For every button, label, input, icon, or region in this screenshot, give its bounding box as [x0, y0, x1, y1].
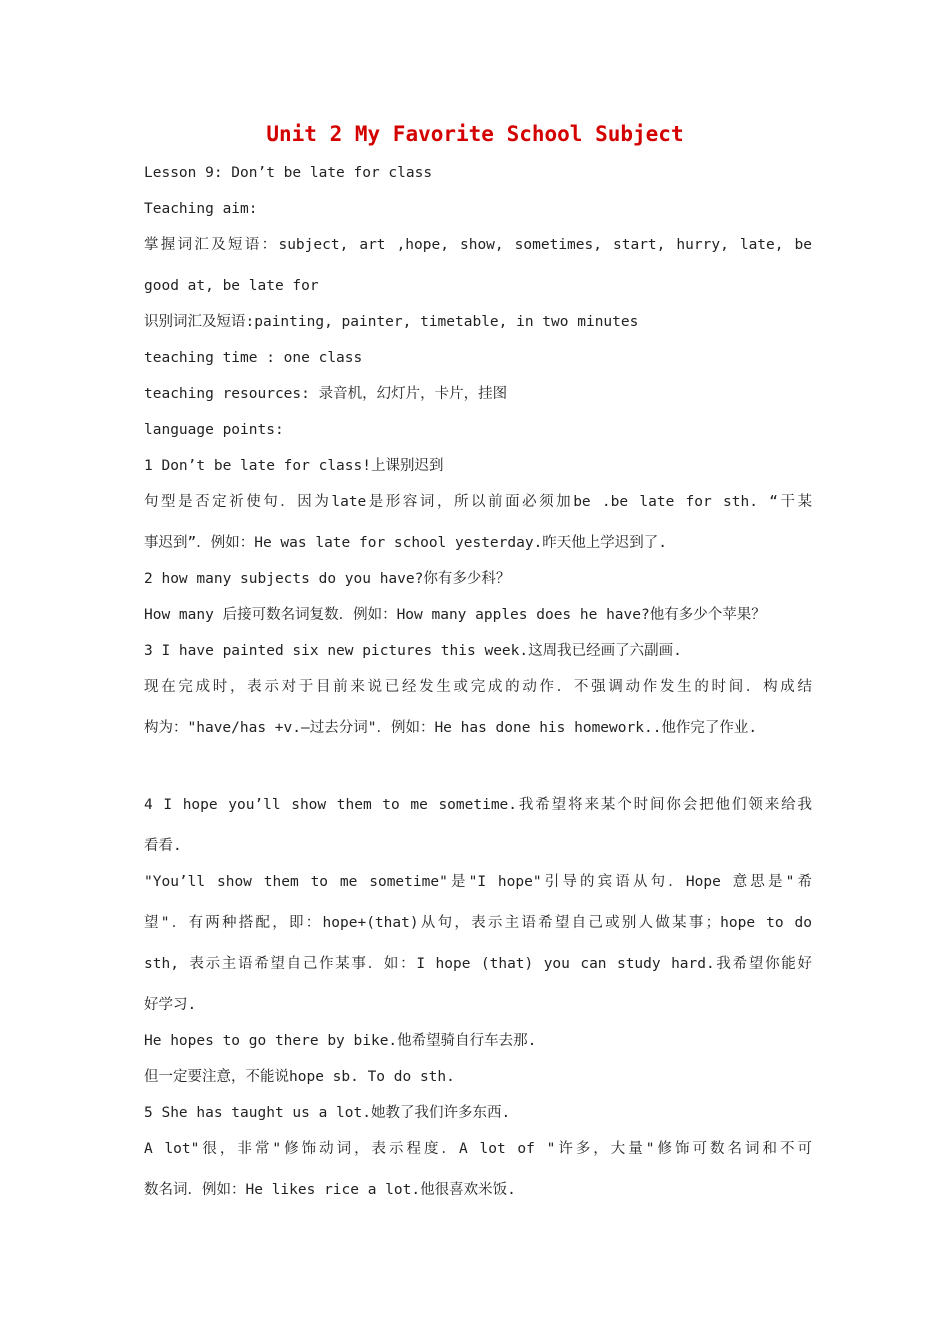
point-5-heading: 5 She has taught us a lot.她教了我们许多东西. [144, 1105, 511, 1121]
point-4-explain-1: "You’ll show them to me sometime"是"I hope"引导的宾语从句．Hope 意思是"希 [144, 874, 812, 890]
point-4-explain-2: 望"．有两种搭配，即：hope+(that)从句，表示主语希望自己或别人做某事；hope to do [144, 915, 812, 931]
point-1-heading: 1 Don’t be late for class!上课别迟到 [144, 458, 444, 474]
point-2-explain: How many 后接可数名词复数．例如：How many apples does he have?他有多少个苹果？ [144, 607, 766, 623]
point-5-explain-1: A lot"很，非常"修饰动词，表示程度．A lot of "许多，大量"修饰可数名词和不可 [144, 1141, 812, 1157]
lesson-heading: Lesson 9: Don’t be late for class [144, 165, 433, 181]
point-2-heading: 2 how many subjects do you have?你有多少科？ [144, 571, 511, 587]
recognition-vocab: 识别词汇及短语:painting, painter, timetable, in two minutes [144, 314, 639, 330]
point-4-heading-2: 看看. [144, 838, 182, 854]
teaching-aim-label: Teaching aim: [144, 201, 258, 217]
language-points-label: language points: [144, 422, 284, 438]
teaching-time: teaching time : one class [144, 350, 363, 366]
point-4-note: 但一定要注意，不能说hope sb. To do sth. [144, 1069, 455, 1085]
point-4-example: He hopes to go there by bike.他希望骑自行车去那. [144, 1033, 537, 1049]
document-title: Unit 2 My Favorite School Subject [266, 122, 684, 146]
point-4-explain-4: 好学习. [144, 997, 197, 1013]
point-4-heading-1: 4 I hope you’ll show them to me sometime.我希望将来某个时间你会把他们领来给我 [144, 797, 812, 813]
point-3-explain-1: 现在完成时，表示对于目前来说已经发生或完成的动作．不强调动作发生的时间．构成结 [144, 679, 812, 695]
point-1-explain-2: 事迟到”．例如：He was late for school yesterday.昨天他上学迟到了. [144, 535, 668, 551]
vocab-line-1: 掌握词汇及短语：subject, art ,hope, show, sometimes, start, hurry, late, be [144, 237, 812, 253]
vocab-line-2: good at, be late for [144, 278, 319, 294]
point-1-explain-1: 句型是否定祈使句．因为late是形容词，所以前面必须加be .be late for sth. “干某 [144, 494, 812, 510]
point-5-explain-2: 数名词．例如：He likes rice a lot.他很喜欢米饭. [144, 1182, 516, 1198]
point-4-explain-3: sth, 表示主语希望自己作某事．如：I hope (that) you can study hard.我希望你能好 [144, 956, 812, 972]
point-3-heading: 3 I have painted six new pictures this week.这周我已经画了六副画. [144, 643, 682, 659]
point-3-explain-2: 构为："have/has +v.—过去分词"．例如：He has done his homework..他作完了作业. [144, 720, 758, 736]
teaching-resources: teaching resources: 录音机，幻灯片，卡片，挂图 [144, 386, 508, 402]
